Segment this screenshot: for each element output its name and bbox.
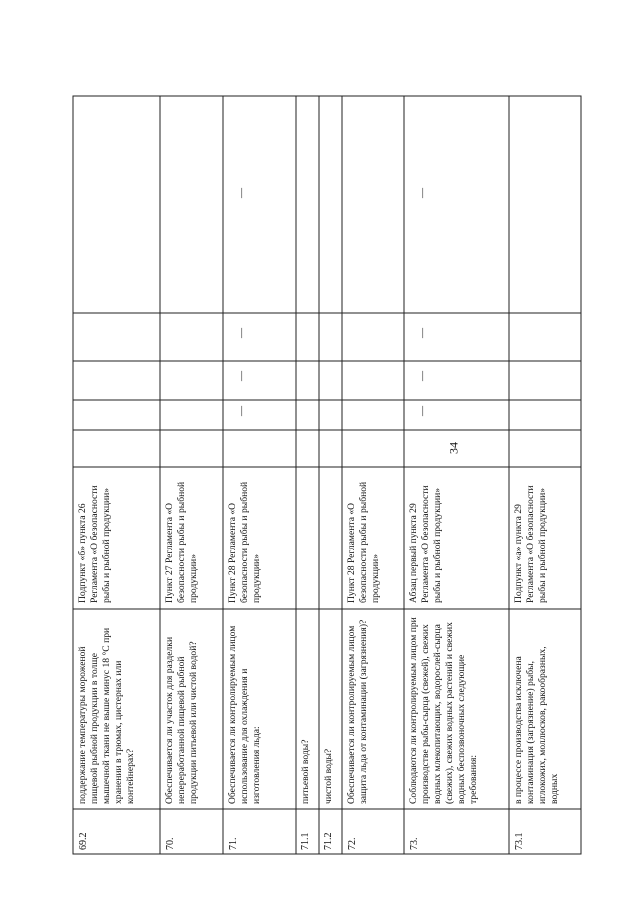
row-reference: Пункт 27 Регламента «О безопасности рыбы и рыбной продукции»	[164, 481, 199, 603]
row-question: Обеспечивается ли контролируемым лицом использование для охлаждения и изготовления льда:	[227, 625, 262, 804]
dash-mark: —	[236, 328, 248, 338]
row-question: в процессе производства исключена контаминация (загрязнение) рыбы, иглокожих, моллюсков, ракообразных, водных	[513, 646, 560, 804]
row-reference: Абзац первый пункта 29 Регламента «О безопасности рыбы и рыбной продукции»	[408, 485, 443, 603]
row-number: 71.2	[323, 832, 334, 850]
row-reference: Подпункт «а» пункта 29 Регламента «О безопасности рыбы и рыбной продукции»	[513, 485, 548, 603]
row-number: 73.	[409, 837, 420, 850]
row-question: Обеспечивается ли контролируемым лицом защита льда от контаминации (загрязнения)?	[346, 619, 369, 804]
row-number: 73.1	[514, 832, 525, 850]
dash-mark: —	[236, 406, 248, 416]
row-number: 69.2	[78, 832, 89, 850]
row-question: Обеспечивается ли участок для разделки непереработанной пищевой рыбной продукции питьевой или чистой водой?	[164, 636, 199, 804]
row-number: 70.	[165, 837, 176, 850]
dash-mark: —	[417, 371, 429, 381]
row-question: чистой воды?	[323, 748, 334, 804]
row-number: 72.	[347, 837, 358, 850]
dash-mark: —	[417, 188, 429, 198]
row-number: 71.	[228, 837, 239, 850]
page-number: 34	[446, 442, 461, 454]
dash-mark: —	[236, 188, 248, 198]
row-reference: Подпункт «б» пункта 26 Регламента «О безопасности рыбы и рыбной продукции»	[77, 485, 112, 603]
row-reference: Пункт 28 Регламента «О безопасности рыбы и рыбной продукции»	[227, 481, 262, 603]
row-reference: Пункт 28 Регламента «О безопасности рыбы и рыбной продукции»	[346, 481, 381, 603]
dash-mark: —	[236, 371, 248, 381]
row-question: питьевой воды?	[300, 739, 311, 804]
row-question: поддержание температуры мороженой пищевой рыбной продукции в толще мышечной ткани не выше минус 18 °С при хранении в трюмах, цистернах или контейнерах?	[77, 627, 136, 804]
dash-mark: —	[417, 406, 429, 416]
row-question: Соблюдаются ли контролируемым лицом при производстве рыбы-сырца (свежей), свежих водных млекопитающих, водорослей-сырца (свежих), свежих водных растений и свежих водных беспозвоночных следующие требования:	[408, 617, 479, 804]
row-number: 71.1	[300, 832, 311, 850]
dash-mark: —	[417, 328, 429, 338]
